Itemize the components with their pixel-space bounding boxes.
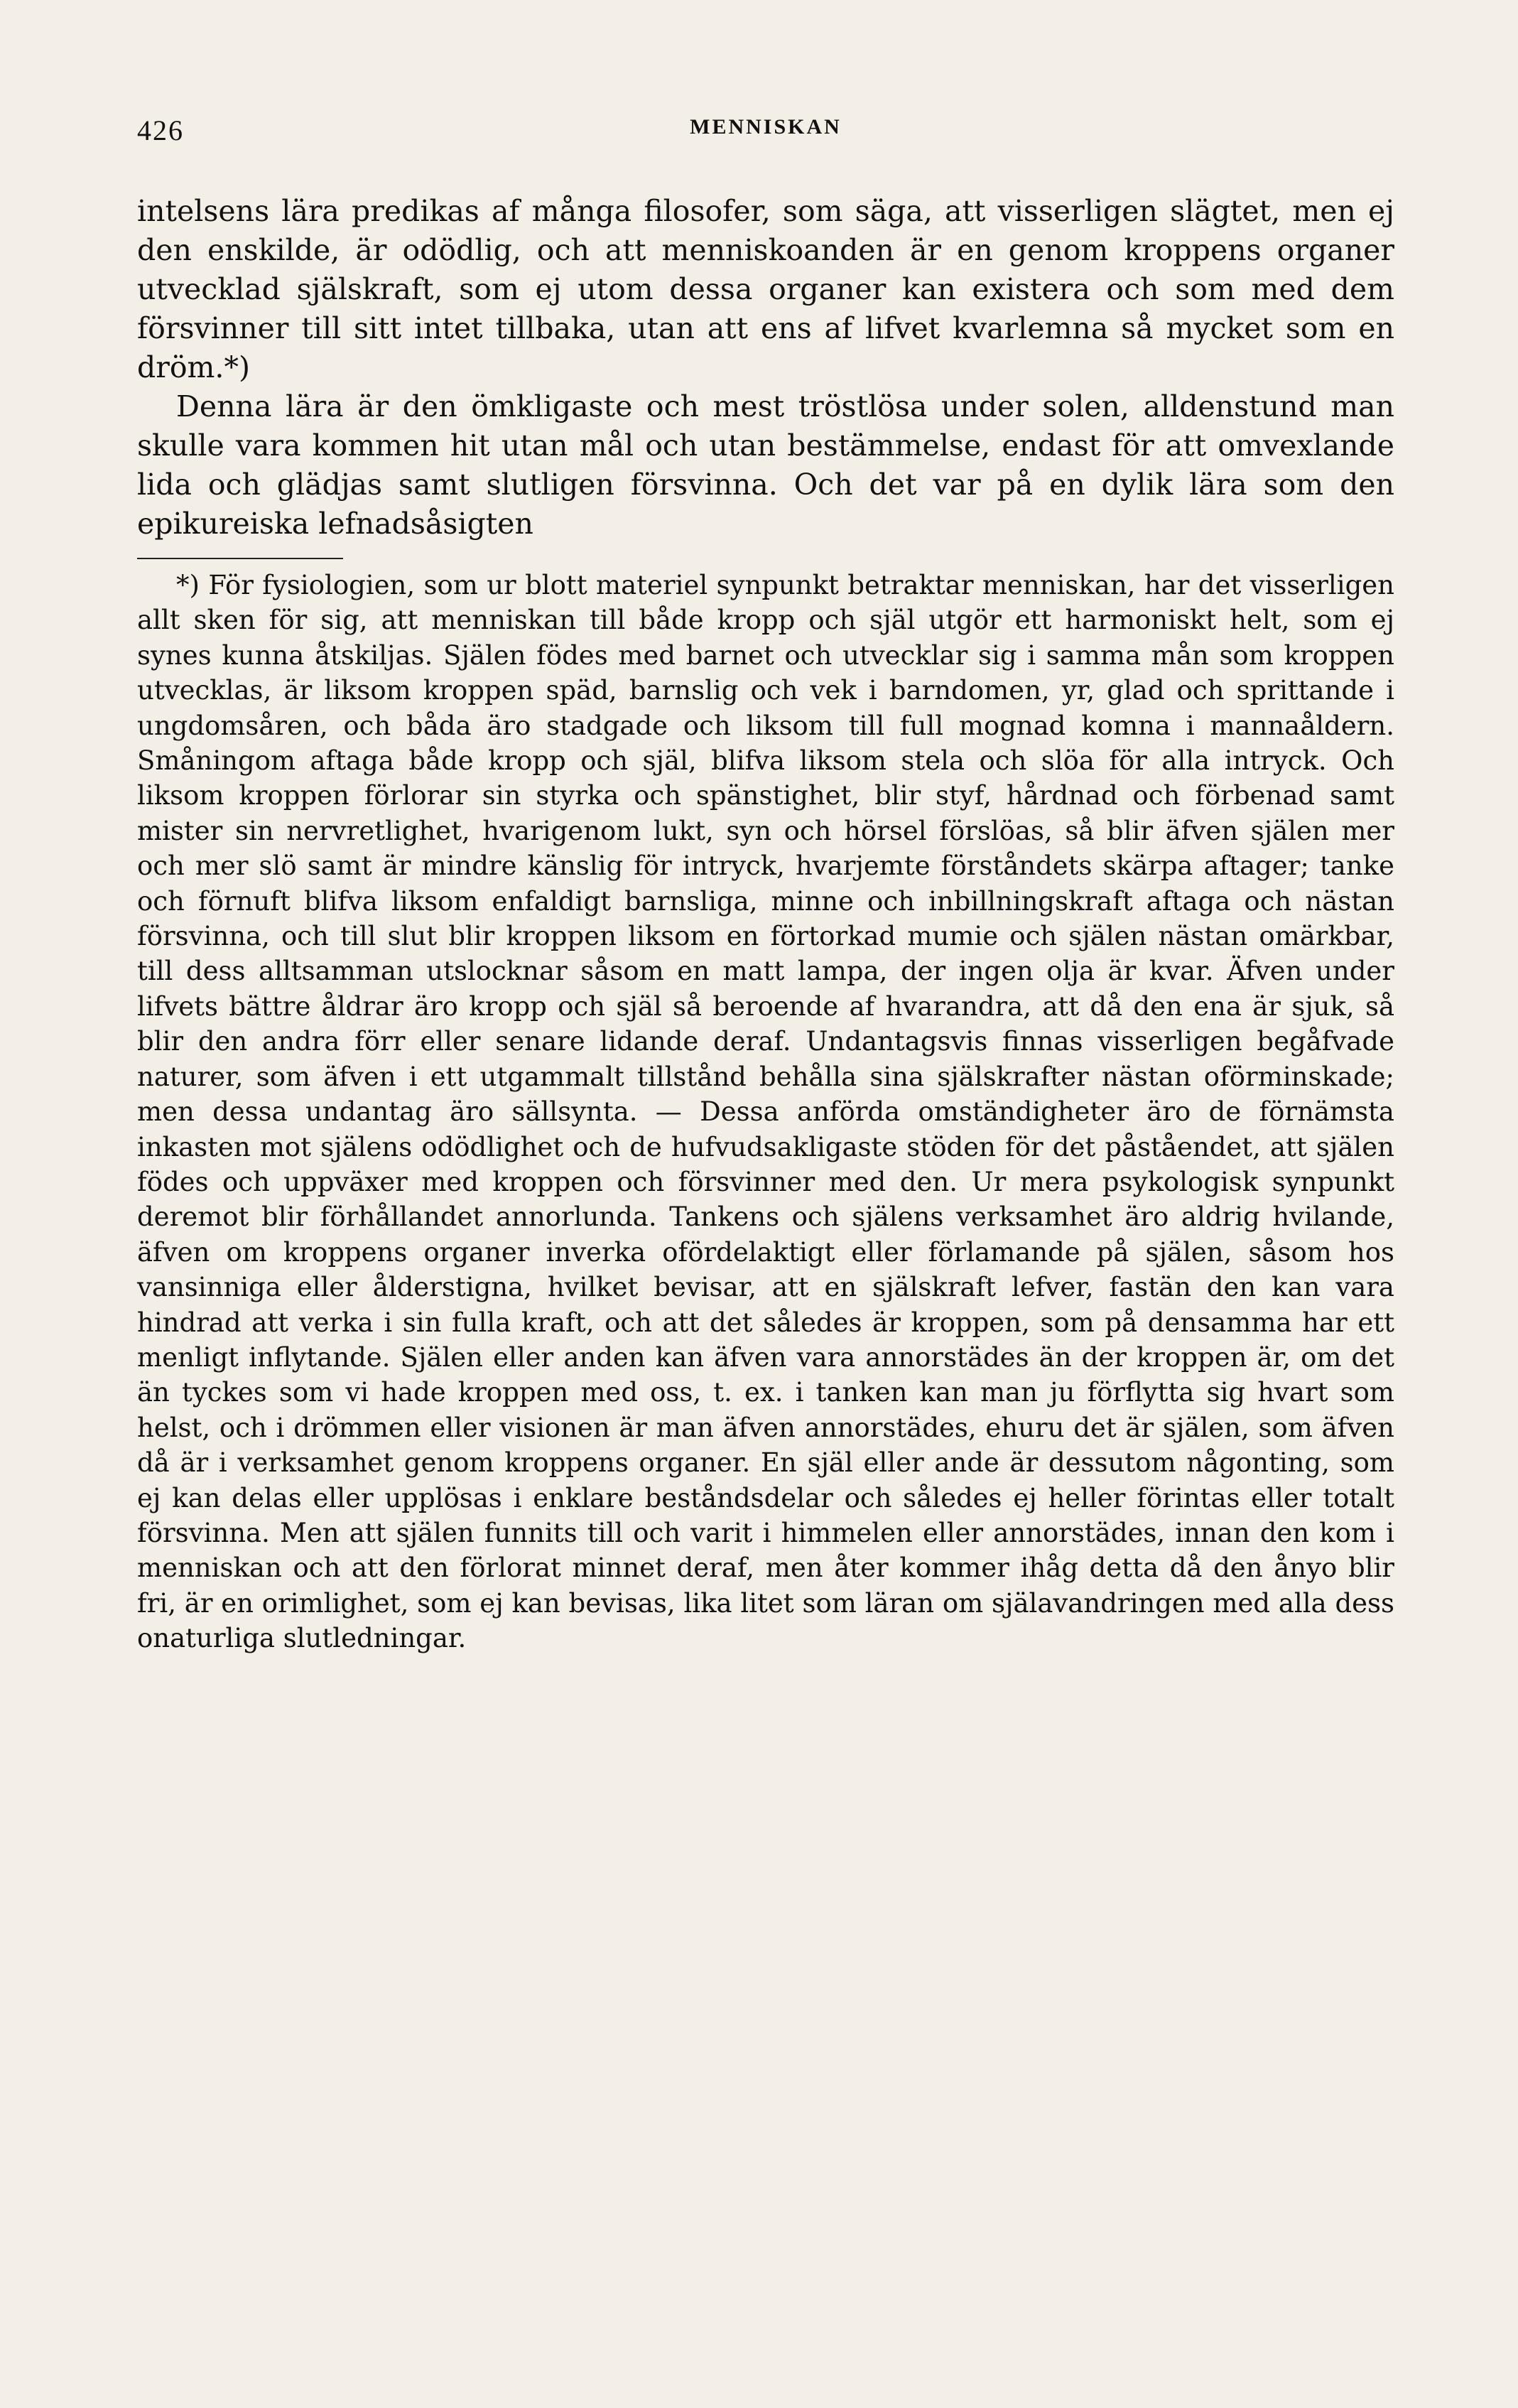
footnote [137, 568, 1394, 1656]
paragraph: Denna lära är den ömkligaste och mest tröstlösa under solen, alldenstund man skulle vara kommen hit utan mål och utan bestämmelse, endast för att omvexlande lida och glädjas samt slutligen försvinna. Och det var på en dylik lära som den epikureiska lefnadsåsigten [137, 389, 1394, 541]
running-title: MENNISKAN [690, 115, 842, 139]
footnote-text: *) För fysiologien, som ur blott materiel synpunkt betraktar menniskan, har det visserligen allt sken för sig, att menniskan till både kropp och själ utgör ett harmoniskt helt, som ej synes kunna åtskiljas. Själen födes med barnet och utvecklar sig i samma mån som kroppen utvecklas, är liksom kroppen späd, barnslig och vek i barndomen, yr, glad och sprittande i ungdomsåren, och båda äro stadgade och liksom till full mognad komna i mannaåldern. Småningom aftaga både kropp och själ, blifva liksom stela och slöa för alla intryck. Och liksom kroppen förlorar sin styrka och spänstighet, blir styf, hårdnad och förbenad samt mister sin nervretlighet, hvarigenom lukt, syn och hörsel förslöas, så blir äfven själen mer och mer slö samt är mindre känslig för intryck, hvarjemte förståndets skärpa aftager; tanke och förnuft blifva liksom enfaldigt barnsliga, minne och inbillningskraft aftaga och nästan försvinna, och till slut blir kroppen liksom en förtorkad mumie och själen nästan omärkbar, till dess alltsamman utslocknar såsom en matt lampa, der ingen olja är kvar. Äfven under lifvets bättre åldrar äro kropp och själ så beroende af hvarandra, att då den ena är sjuk, så blir den andra förr eller senare lidande deraf. Undantagsvis finnas visserligen begåfvade naturer, som äfven i ett utgammalt tillstånd behålla sina själskrafter nästan oförminskade; men dessa undantag äro sällsynta. — Dessa anförda omständigheter äro de förnämsta inkasten mot själens odödlighet och de hufvudsakligaste stöden för det påståendet, att själen födes och uppväxer med kroppen och försvinner med den. Ur mera psykologisk synpunkt deremot blir förhållandet annorlunda. Tankens och själens verksamhet äro aldrig hvilande, äfven om kroppens organer inverka ofördelaktigt eller förlamande på själen, såsom hos vansinniga eller ålderstigna, hvilket bevisar, att en själskraft lefver, fastän den kan vara hindrad att verka i sin fulla kraft, och att det således är kroppen, som på densamma har ett menligt inflytande. Själen eller anden kan äfven vara annorstädes än der kroppen är, om det än tyckes som vi hade kroppen med oss, t. ex. i tanken kan man ju förflytta sig hvart som helst, och i drömmen eller visionen är man äfven annorstädes, ehuru det är själen, som äfven då är i verksamhet genom kroppens organer. En själ eller ande är dessutom någonting, som ej kan delas eller upplösas i enklare beståndsdelar och således ej heller förintas eller totalt försvinna. Men att själen funnits till och varit i himmelen eller annorstädes, innan den kom i menniskan och att den förlorat minnet deraf, men åter kommer ihåg detta då den ånyo blir fri, är en orimlighet, som ej kan bevisas, lika litet som läran om själavandringen med alla dess onaturliga slutledningar. [137, 570, 1394, 1654]
book-page [137, 107, 1394, 2345]
paragraph-continuation: intelsens lära predikas af många filosofer, som säga, att visserligen slägtet, men ej den enskilde, är odödlig, och att menniskoanden är en genom kroppens organer utvecklad själskraft, som ej utom dessa organer kan existera och som med dem försvinner till sitt intet tillbaka, utan att ens af lifvet kvarlemna så mycket som en dröm.*) [137, 194, 1394, 384]
footnote-rule [137, 558, 343, 559]
page-number: 426 [137, 114, 184, 146]
main-text [137, 192, 1394, 544]
running-head [137, 107, 1394, 149]
